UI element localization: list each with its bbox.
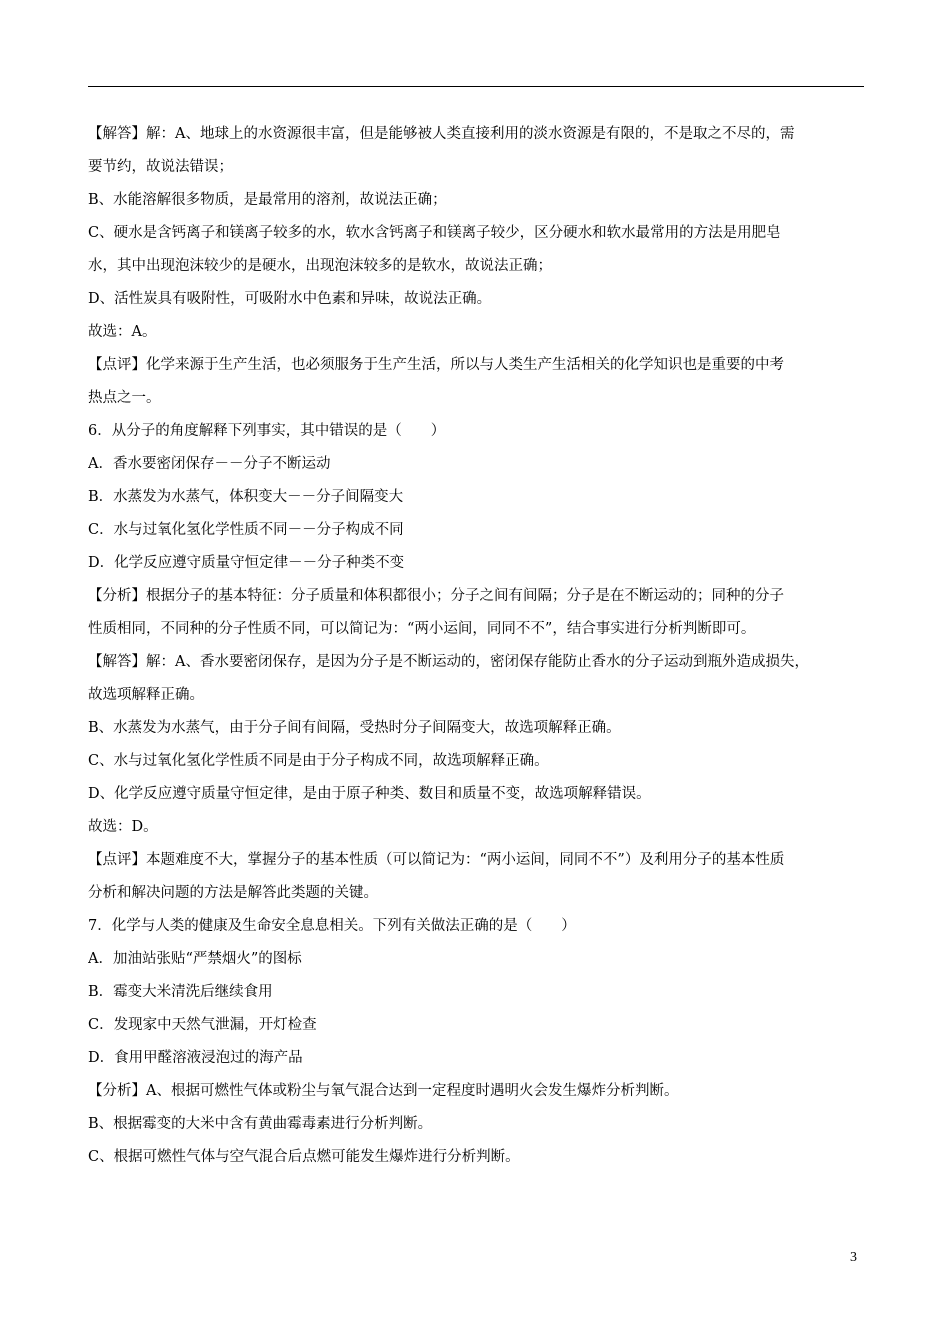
text-line: 【点评】本题难度不大，掌握分子的基本性质（可以简记为：“两小运间，同同不不”）及利用分子的基本性质 <box>88 852 785 868</box>
text-line: D、化学反应遵守质量守恒定律，是由于原子种类、数目和质量不变，故选项解释错误。 <box>88 786 651 802</box>
text-line: 【分析】根据分子的基本特征：分子质量和体积都很小；分子之间有间隔；分子是在不断运动的；同种的分子 <box>88 588 784 604</box>
text-line: C、根据可燃性气体与空气混合后点燃可能发生爆炸进行分析判断。 <box>88 1149 520 1165</box>
text-line: B、根据霉变的大米中含有黄曲霉毒素进行分析判断。 <box>88 1116 433 1132</box>
text-line: 故选：D。 <box>88 819 158 835</box>
question-7-option-d: D．食用甲醛溶液浸泡过的海产品 <box>88 1050 303 1066</box>
question-7-option-c: C．发现家中天然气泄漏，开灯检查 <box>88 1017 317 1033</box>
text-line: 热点之一。 <box>88 390 161 406</box>
text-line: B、水能溶解很多物质，是最常用的溶剂，故说法正确； <box>88 192 447 208</box>
page-number: 3 <box>850 1250 857 1265</box>
text-line: 【点评】化学来源于生产生活，也必须服务于生产生活，所以与人类生产生活相关的化学知识也是重要的中考 <box>88 357 784 373</box>
document-body <box>88 118 878 1174</box>
text-line: 故选：A。 <box>88 324 157 340</box>
text-line: 【解答】解：A、香水要密闭保存，是因为分子是不断运动的，密闭保存能防止香水的分子运动到瓶外造成损失， <box>88 654 809 670</box>
text-line: 【解答】解：A、地球上的水资源很丰富，但是能够被人类直接利用的淡水资源是有限的，不是取之不尽的，需 <box>88 126 795 142</box>
question-6-option-b: B．水蒸发为水蒸气，体积变大－－分子间隔变大 <box>88 489 404 505</box>
question-6-stem: 6．从分子的角度解释下列事实，其中错误的是（ ） <box>88 423 446 439</box>
text-line: C、水与过氧化氢化学性质不同是由于分子构成不同，故选项解释正确。 <box>88 753 549 769</box>
text-line: 故选项解释正确。 <box>88 687 204 703</box>
text-line: 【分析】A、根据可燃性气体或粉尘与氧气混合达到一定程度时遇明火会发生爆炸分析判断。 <box>88 1083 679 1099</box>
text-line: C、硬水是含钙离子和镁离子较多的水，软水含钙离子和镁离子较少，区分硬水和软水最常用的方法是用肥皂 <box>88 225 781 241</box>
text-line: B、水蒸发为水蒸气，由于分子间有间隔，受热时分子间隔变大，故选项解释正确。 <box>88 720 621 736</box>
question-7-option-b: B．霉变大米清洗后继续食用 <box>88 984 273 1000</box>
question-7-stem: 7．化学与人类的健康及生命安全息息相关。下列有关做法正确的是（ ） <box>88 918 576 934</box>
question-6-option-d: D．化学反应遵守质量守恒定律－－分子种类不变 <box>88 555 405 571</box>
header-rule <box>88 86 864 87</box>
text-line: 分析和解决问题的方法是解答此类题的关键。 <box>88 885 378 901</box>
question-6-option-a: A．香水要密闭保存－－分子不断运动 <box>88 456 331 472</box>
question-6-option-c: C．水与过氧化氢化学性质不同－－分子构成不同 <box>88 522 404 538</box>
text-line: 要节约，故说法错误； <box>88 159 233 175</box>
question-7-option-a: A．加油站张贴“严禁烟火”的图标 <box>88 951 302 967</box>
text-line: 水，其中出现泡沫较少的是硬水，出现泡沫较多的是软水，故说法正确； <box>88 258 552 274</box>
text-line: 性质相同，不同种的分子性质不同，可以简记为：“两小运间，同同不不”，结合事实进行分析判断即可。 <box>88 621 756 637</box>
text-line: D、活性炭具有吸附性，可吸附水中色素和异味，故说法正确。 <box>88 291 492 307</box>
